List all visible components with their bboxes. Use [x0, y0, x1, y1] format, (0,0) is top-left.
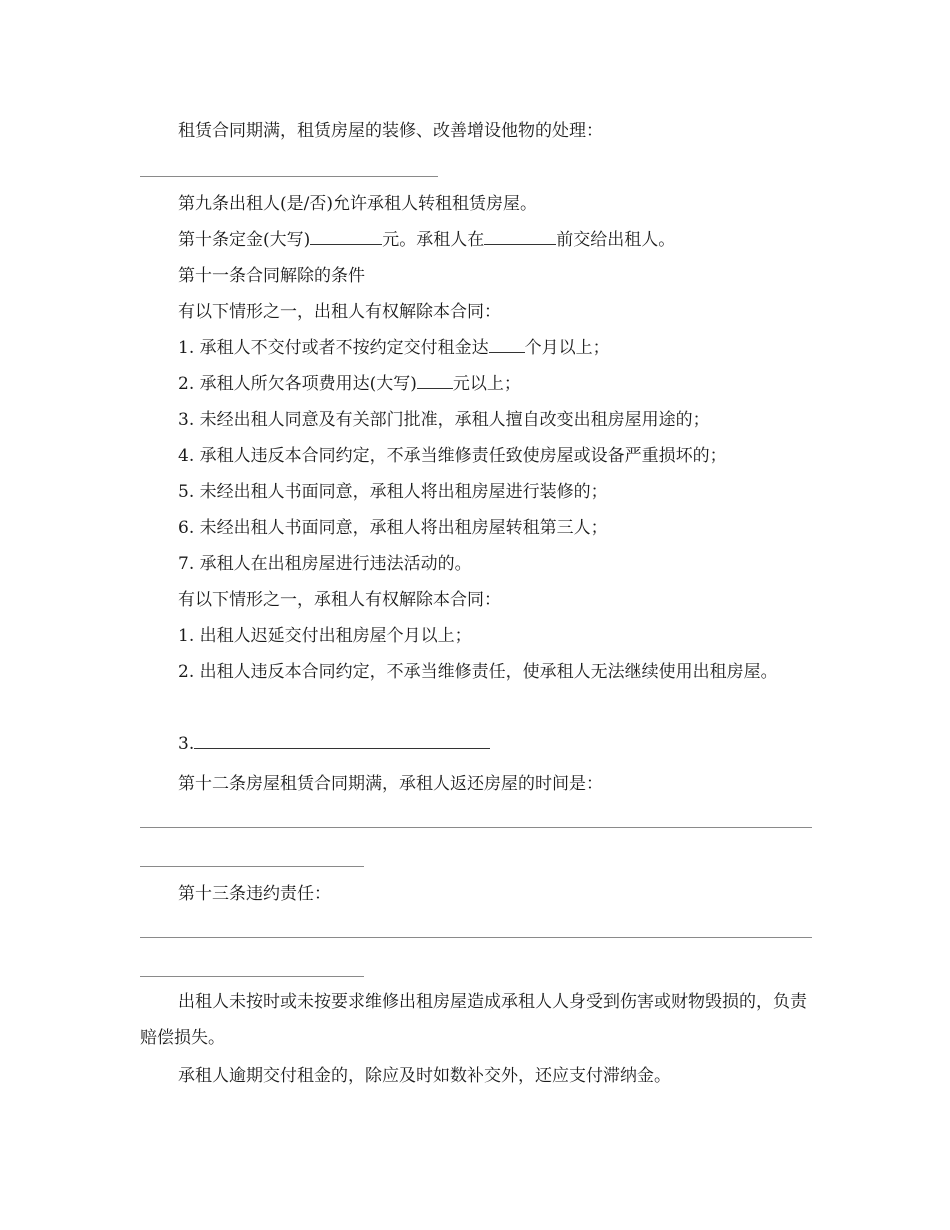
- lessor-condition-3: 3. 未经出租人同意及有关部门批准，承租人擅自改变出租房屋用途的；: [178, 410, 710, 430]
- lessor-condition-2: [178, 372, 850, 396]
- lessee-condition-3-label: 3.: [178, 734, 195, 754]
- lessor-condition-2-text: 2. 承租人所欠各项费用达(大写): [178, 374, 417, 394]
- article-10: [178, 228, 850, 252]
- article-10-part-b: 元。承租人在: [382, 230, 485, 250]
- fill-in-line: [140, 866, 364, 867]
- lessor-termination-intro: 有以下情形之一，出租人有权解除本合同：: [178, 302, 501, 322]
- lessor-condition-5: 5. 未经出租人书面同意，承租人将出租房屋进行装修的；: [178, 482, 608, 502]
- lessor-condition-4: 4. 承租人违反本合同约定，不承当维修责任致使房屋或设备严重损坏的；: [178, 446, 727, 466]
- lessee-condition-2: 2. 出租人违反本合同约定，不承当维修责任，使承租人无法继续使用出租房屋。: [178, 662, 778, 682]
- deposit-date-blank: [484, 230, 556, 245]
- article-9: 第九条出租人(是/否)允许承租人转租租赁房屋。: [178, 194, 537, 214]
- fill-in-line: [140, 976, 364, 977]
- article-13: 第十三条违约责任：: [178, 884, 331, 904]
- lessee-condition-3-blank: [194, 734, 490, 749]
- fill-in-line: [140, 937, 812, 938]
- lessor-condition-1: [178, 336, 850, 360]
- lessee-condition-1: 1. 出租人迟延交付出租房屋个月以上；: [178, 626, 472, 646]
- months-blank: [489, 338, 525, 353]
- lessor-condition-6: 6. 未经出租人书面同意，承租人将出租房屋转租第三人；: [178, 518, 608, 538]
- para-late-rent: 承租人逾期交付租金的，除应及时如数补交外，还应支付滞纳金。: [178, 1066, 671, 1086]
- lessor-condition-1-text: 1. 承租人不交付或者不按约定交付租金达: [178, 338, 489, 358]
- deposit-amount-blank: [310, 230, 382, 245]
- article-11-title: 第十一条合同解除的条件: [178, 266, 365, 286]
- para-repair-liability: 出租人未按时或未按要求维修出租房屋造成承租人人身受到伤害或财物毁损的，负责赔偿损失。: [140, 992, 807, 1048]
- article-10-part-a: 第十条定金(大写): [178, 230, 311, 250]
- fill-in-line: [140, 176, 438, 177]
- lessor-condition-1-tail: 个月以上；: [524, 338, 610, 358]
- lessor-condition-7: 7. 承租人在出租房屋进行违法活动的。: [178, 554, 472, 574]
- fill-in-line: [140, 827, 812, 828]
- article-12: 第十二条房屋租赁合同期满，承租人返还房屋的时间是：: [178, 774, 603, 794]
- para-decoration-handling: 租赁合同期满，租赁房屋的装修、改善增设他物的处理：: [178, 121, 603, 141]
- lessee-termination-intro: 有以下情形之一，承租人有权解除本合同：: [178, 590, 501, 610]
- lessee-condition-3: [178, 732, 850, 756]
- fee-amount-blank: [417, 374, 453, 389]
- lessor-condition-2-tail: 元以上；: [452, 374, 521, 394]
- article-10-part-c: 前交给出租人。: [556, 230, 676, 250]
